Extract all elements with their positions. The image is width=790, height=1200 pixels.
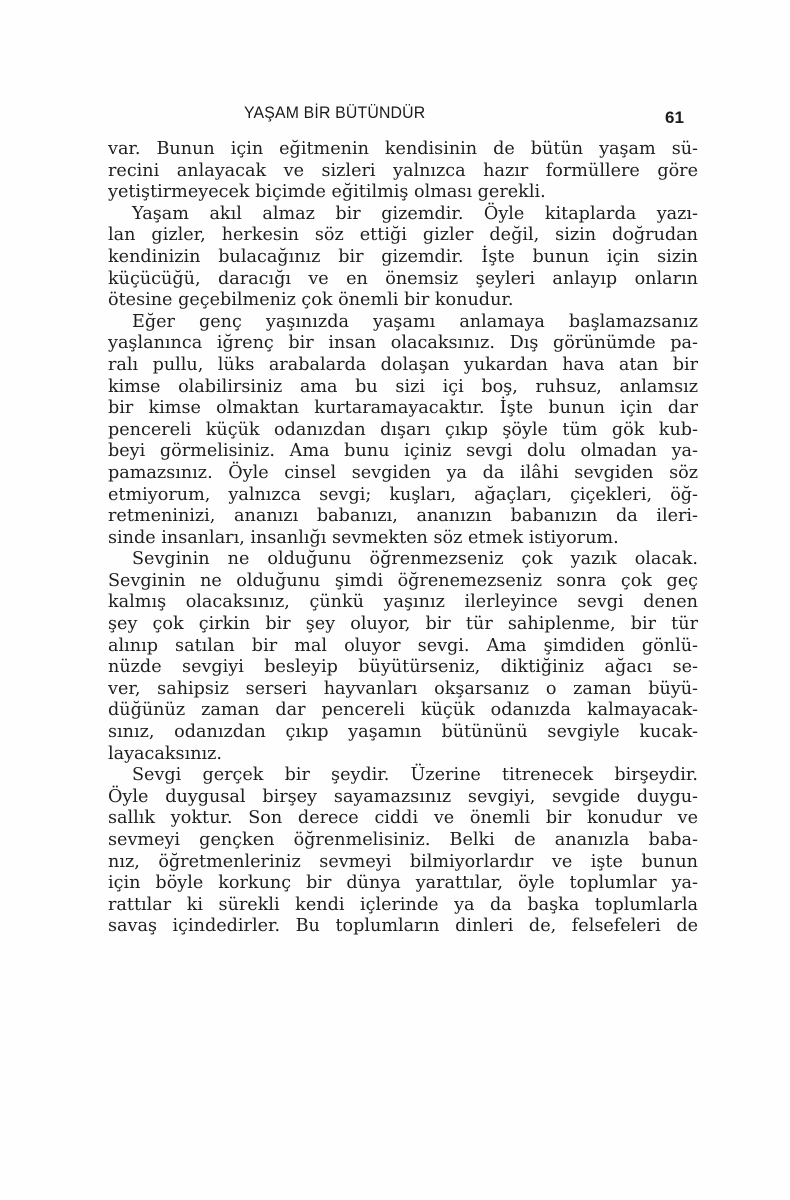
text-line: beyi görmelisiniz. Ama bunu içiniz sevgi dolu olmadan ya- <box>108 441 698 462</box>
text-line: rattılar ki sürekli kendi içlerinde ya da başka toplumlarla <box>108 894 698 915</box>
text-line: var. Bunun için eğitmenin kendisinin de bütün yaşam sü- <box>108 139 698 159</box>
text-line: retmeninizi, ananızı babanızı, ananızın babanızın da ileri- <box>108 506 698 527</box>
text-line: yaşlanınca iğrenç bir insan olacaksınız. Dış görünümde pa- <box>108 333 698 354</box>
text-line: şey çok çirkin bir şey oluyor, bir tür sahiplenme, bir tür <box>108 614 698 635</box>
text-line: sınız, odanızdan çıkıp yaşamın bütününü sevgiyle kucak- <box>108 722 698 743</box>
text-line: Sevginin ne olduğunu şimdi öğrenemezseniz sonra çok geç <box>108 570 698 591</box>
text-line: pencereli küçük odanızdan dışarı çıkıp şöyle tüm gök kub- <box>108 419 698 440</box>
text-line: Eğer genç yaşınızda yaşamı anlamaya başlamazsanız <box>132 311 698 332</box>
text-line: sinde insanları, insanlığı sevmekten söz etmek istiyorum. <box>108 527 619 548</box>
text-line: küçücüğü, daracığı ve en önemsiz şeyleri anlayıp onların <box>108 268 698 289</box>
text-line: Sevginin ne olduğunu öğrenmezseniz çok yazık olacak. <box>132 549 698 570</box>
text-line: layacaksınız. <box>108 743 223 764</box>
text-line: kalmış olacaksınız, çünkü yaşınız ilerleyince sevgi denen <box>108 592 698 613</box>
page-header <box>0 103 790 127</box>
text-line: ver, sahipsiz serseri hayvanları okşarsanız o zaman büyü- <box>108 678 698 699</box>
page-number: 61 <box>665 108 684 127</box>
text-line: sallık yoktur. Son derece ciddi ve önemli bir konudur ve <box>108 808 698 829</box>
text-line: lan gizler, herkesin söz ettiği gizler değil, sizin doğrudan <box>108 225 698 246</box>
text-line: sevmeyi gençken öğrenmelisiniz. Belki de ananızla baba- <box>108 830 698 850</box>
text-line: kimse olabilirsiniz ama bu sizi içi boş, ruhsuz, anlamsız <box>108 376 698 397</box>
text-line: pamazsınız. Öyle cinsel sevgiden ya da ilâhi sevgiden söz <box>108 462 698 483</box>
body-text <box>108 139 708 938</box>
text-line: Yaşam akıl almaz bir gizemdir. Öyle kitaplarda yazı- <box>132 203 698 224</box>
text-line: düğünüz zaman dar pencereli küçük odanızda kalmayacak- <box>108 700 698 721</box>
text-line: Sevgi gerçek bir şeydir. Üzerine titrenecek birşeydir. <box>132 765 698 786</box>
text-line: nız, öğretmenleriniz sevmeyi bilmiyorlardır ve işte bunun <box>108 851 698 872</box>
text-line: Öyle duygusal birşey sayamazsınız sevgiyi, sevgide duygu- <box>108 786 698 807</box>
running-title: YAŞAM BİR BÜTÜNDÜR <box>244 103 426 122</box>
text-line: recini anlayacak ve sizleri yalnızca hazır formüllere göre <box>108 160 698 181</box>
text-line: alınıp satılan bir mal oluyor sevgi. Ama şimdiden gönlü- <box>108 635 698 656</box>
text-line: ralı pullu, lüks arabalarda dolaşan yukardan hava atan bir <box>108 354 698 375</box>
text-line: bir kimse olmaktan kurtaramayacaktır. İşte bunun için dar <box>108 398 698 419</box>
text-line: için böyle korkunç bir dünya yarattılar, öyle toplumlar ya- <box>108 873 698 894</box>
text-line: ötesine geçebilmeniz çok önemli bir konudur. <box>108 290 514 311</box>
text-line: etmiyorum, yalnızca sevgi; kuşları, ağaçları, çiçekleri, öğ- <box>108 484 698 505</box>
text-line: savaş içindedirler. Bu toplumların dinleri de, felsefeleri de <box>108 916 698 937</box>
text-line: nüzde sevgiyi besleyip büyütürseniz, diktiğiniz ağacı se- <box>108 657 698 678</box>
text-line: yetiştirmeyecek biçimde eğitilmiş olması gerekli. <box>108 182 546 203</box>
text-line: kendinizin bulacağınız bir gizemdir. İşte bunun için sizin <box>108 246 698 267</box>
